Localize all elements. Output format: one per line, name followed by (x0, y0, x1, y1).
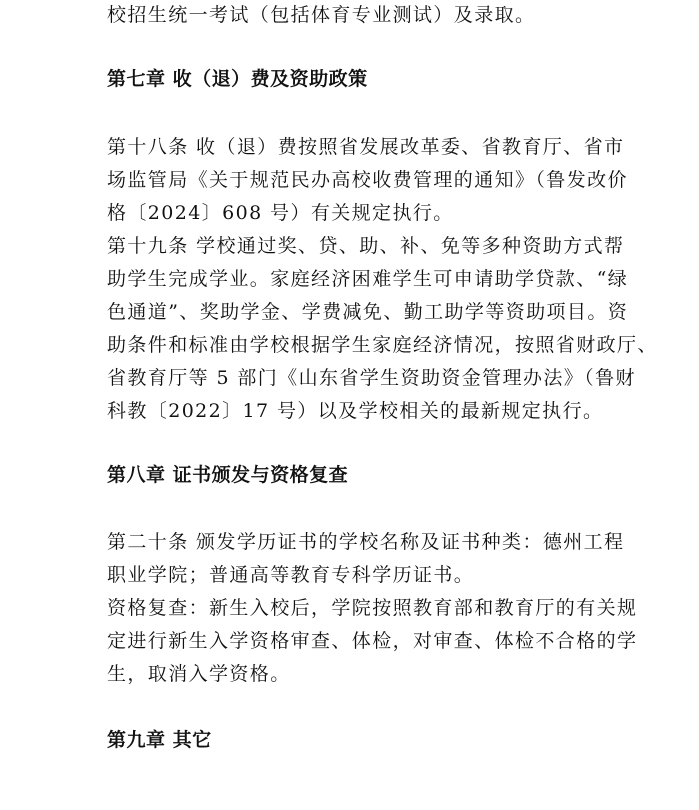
chapter-8-heading: 第八章 证书颁发与资格复查 (107, 464, 349, 486)
requalification-line-3: 生，取消入学资格。 (107, 663, 291, 685)
article-19-line-5: 省教育厅等 5 部门《山东省学生资助资金管理办法》（鲁财 (107, 367, 636, 389)
article-19-line-4: 助条件和标准由学校根据学生家庭经济情况，按照省财政厅、 (107, 334, 658, 356)
article-19-line-2: 助学生完成学业。家庭经济困难学生可申请助学贷款、“绿 (107, 268, 629, 290)
intro-line: 校招生统一考试（包括体育专业测试）及录取。 (107, 4, 536, 26)
article-18-line-2: 场监管局《关于规范民办高校收费管理的通知》（鲁发改价 (107, 169, 628, 191)
requalification-line-2: 定进行新生入学资格审查、体检，对审查、体检不合格的学 (107, 630, 638, 652)
chapter-7-heading: 第七章 收（退）费及资助政策 (107, 68, 368, 90)
article-20-line-2: 职业学院；普通高等教育专科学历证书。 (107, 564, 475, 586)
chapter-9-heading: 第九章 其它 (107, 729, 212, 751)
article-20-line-1: 第二十条 颁发学历证书的学校名称及证书种类：德州工程 (107, 531, 625, 553)
article-19-line-3: 色通道”、奖助学金、学费减免、勤工助学等资助项目。资 (107, 301, 629, 323)
article-18-line-1: 第十八条 收（退）费按照省发展改革委、省教育厅、省市 (107, 136, 625, 158)
article-18-line-3: 格〔2024〕608 号）有关规定执行。 (107, 202, 454, 224)
article-19-line-6: 科教〔2022〕17 号）以及学校相关的最新规定执行。 (107, 400, 604, 422)
requalification-line-1: 资格复查：新生入校后，学院按照教育部和教育厅的有关规 (107, 597, 638, 619)
article-19-line-1: 第十九条 学校通过奖、贷、助、补、免等多种资助方式帮 (107, 235, 625, 257)
